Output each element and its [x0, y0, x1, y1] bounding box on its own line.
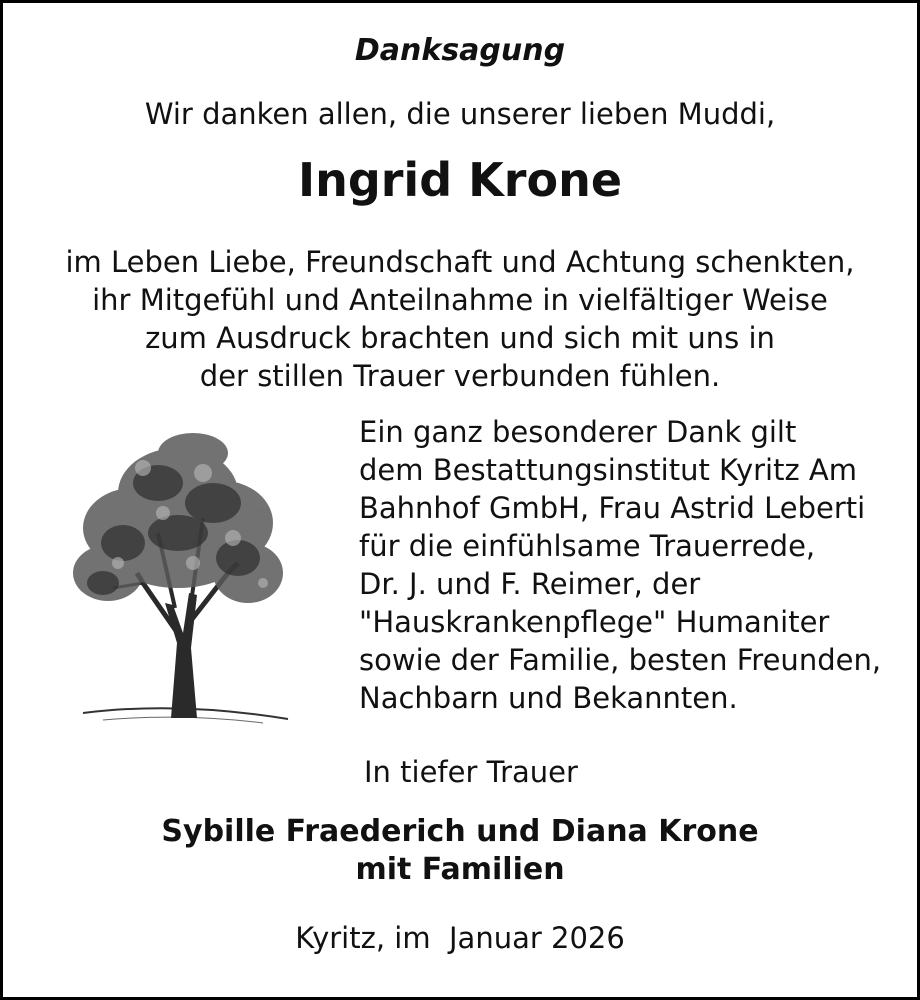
thanks-line: Bahnhof GmbH, Frau Astrid Leberti [359, 491, 866, 525]
oak-tree-icon [63, 423, 293, 733]
paragraph-line: der stillen Trauer verbunden fühlen. [199, 359, 721, 393]
thanks-line: sowie der Familie, besten Freunden, [359, 643, 882, 677]
thanks-line: Nachbarn und Bekannten. [359, 681, 738, 715]
signer-line: Sybille Fraederich und Diana Krone [161, 814, 759, 849]
thanks-line: Ein ganz besonderer Dank gilt [359, 415, 797, 449]
paragraph-line: zum Ausdruck brachten und sich mit uns in [145, 321, 775, 355]
thanks-paragraph [3, 243, 917, 395]
intro-line: Wir danken allen, die unserer lieben Muddi, [144, 97, 776, 131]
signers [3, 813, 917, 889]
notice-heading: Danksagung [354, 33, 566, 68]
thanks-line: dem Bestattungsinstitut Kyritz Am [359, 453, 857, 487]
paragraph-line: im Leben Liebe, Freundschaft und Achtung schenkten, [65, 245, 855, 279]
thanks-line: für die einfühlsame Trauerrede, [359, 529, 816, 563]
thanks-line: "Hauskrankenpflege" Humaniter [359, 605, 830, 639]
place-date: Kyritz, im Januar 2026 [295, 921, 625, 955]
mourning-line: In tiefer Trauer [364, 755, 578, 789]
special-thanks-block [359, 413, 881, 717]
thanks-line: Dr. J. und F. Reimer, der [359, 567, 701, 601]
deceased-name: Ingrid Krone [297, 153, 623, 207]
paragraph-line: ihr Mitgefühl und Anteilnahme in vielfältiger Weise [92, 283, 828, 317]
signer-line: mit Familien [355, 852, 565, 887]
